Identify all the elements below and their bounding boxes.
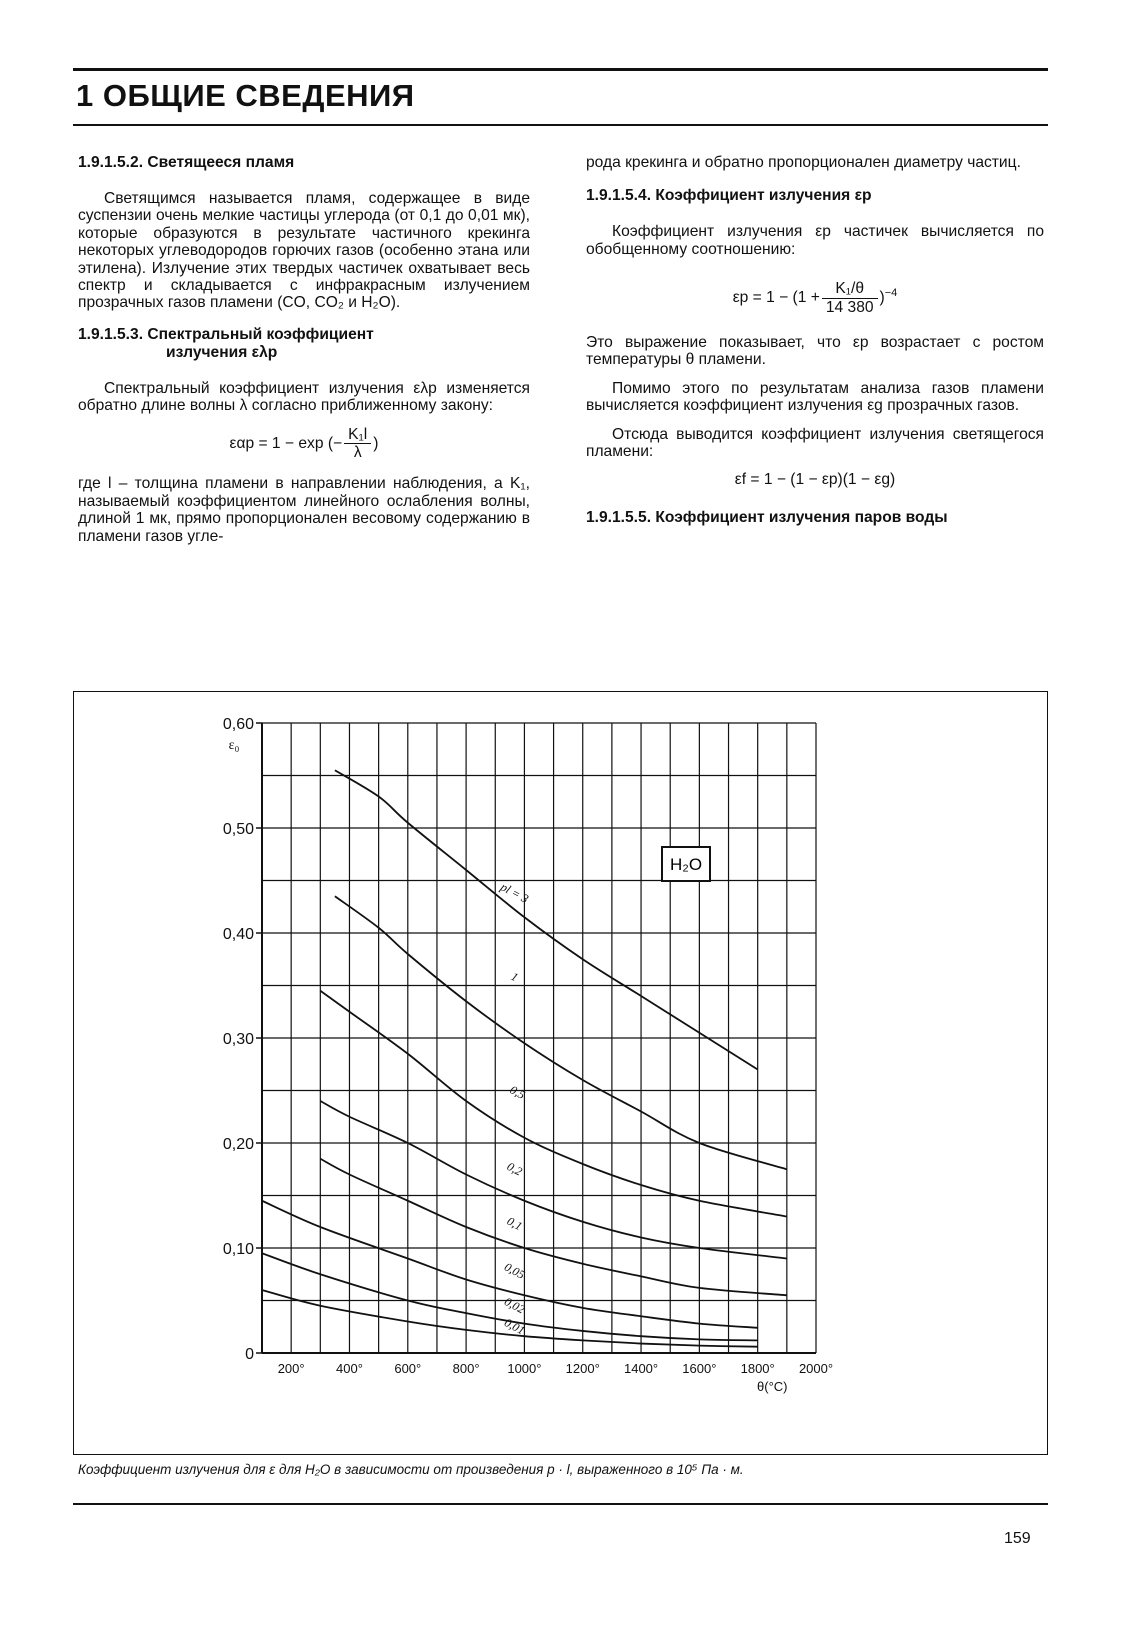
series-curve — [335, 770, 758, 1069]
y-tick-label: 0,20 — [222, 1136, 254, 1153]
series-curve — [335, 896, 787, 1169]
x-axis-label: θ(°C) — [757, 1379, 788, 1394]
x-tick-label: 400° — [336, 1361, 363, 1376]
x-tick-label: 1200° — [565, 1361, 600, 1376]
x-tick-label: 1000° — [507, 1361, 542, 1376]
chapter-title: 1 ОБЩИЕ СВЕДЕНИЯ — [76, 78, 415, 113]
section-heading-spectral-line2: излучения ελp — [166, 343, 278, 361]
section-heading-water-vapor: 1.9.1.5.5. Коэффициент излучения паров воды — [586, 508, 948, 526]
h2o-label: H₂O — [669, 855, 703, 874]
curve-label: 0,01 — [502, 1315, 528, 1338]
x-tick-label: 1600° — [682, 1361, 717, 1376]
formula-particles-exponent: −4 — [884, 287, 898, 300]
formula-spectral-lhs: εαp = 1 − exp (− — [229, 434, 343, 452]
formula-particles-numerator: K₁/θ — [822, 280, 878, 298]
curve-label: 0,02 — [502, 1294, 528, 1317]
paragraph-transparent-gases: Помимо этого по результатам анализа газов пламени вычисляется коэффициент излучения εg прозрачных газов. — [586, 379, 1044, 415]
x-tick-label: 1800° — [740, 1361, 775, 1376]
formula-spectral-denominator: λ — [353, 444, 362, 462]
formula-spectral-numerator: K₁l — [344, 426, 371, 444]
y-tick-label: 0,50 — [222, 821, 254, 838]
x-tick-label: 1400° — [623, 1361, 659, 1376]
chart-labels — [497, 879, 530, 1337]
paragraph-luminous-flame: Светящимся называется пламя, содержащее в виде суспензии очень мелкие частицы углерода (от 0,1 до 0,01 мк), которые образуются в результате частичного крекинга некоторых углеводородов горючих газов (особенно этана или этилена). Излучение этих твердых частичек охватывает весь спектр и складывается с инфракрасным излучением прозрачных газов пламени (CO, CO₂ и H₂O). — [78, 190, 530, 312]
paragraph-luminous-derivation: Отсюда выводится коэффициент излучения светящегося пламени: — [586, 425, 1044, 461]
curve-label: 1 — [508, 969, 521, 985]
h2o-label-box — [662, 847, 710, 881]
y-tick-label: 0,40 — [222, 926, 254, 943]
curve-label: 0,5 — [507, 1082, 528, 1102]
x-tick-label: 800° — [452, 1361, 480, 1376]
y-axis-label: ε₀ — [228, 738, 240, 753]
section-heading-spectral-line1: 1.9.1.5.3. Спектральный коэффициент — [78, 325, 374, 343]
paragraph-particles-temperature: Это выражение показывает, что εp возрастает с ростом температуры θ пламени. — [586, 334, 1044, 369]
y-tick-label: 0,10 — [222, 1241, 254, 1258]
footer-rule — [73, 1503, 1048, 1505]
formula-spectral-close: ) — [373, 434, 379, 452]
x-tick-label: 200° — [277, 1361, 305, 1376]
x-tick-label: 600° — [394, 1361, 422, 1376]
y-tick-label: 0 — [245, 1346, 254, 1363]
curve-label: pl = 3 — [498, 879, 531, 906]
formula-particles-lhs: εp = 1 − (1 + — [732, 289, 820, 307]
curve-label: 0,05 — [502, 1259, 528, 1282]
curve-label: 0,1 — [504, 1213, 525, 1234]
paragraph-spectral-where: где l – толщина пламени в направлении наблюдения, а K₁, называемый коэффициентом линейного ослабления волны, длиной 1 мк, прямо пропорционален весовому содержанию в пламени газов угле- — [78, 475, 530, 545]
paragraph-particles-intro: Коэффициент излучения εp частичек вычисляется по обобщенному соотношению: — [586, 223, 1044, 258]
page-number: 159 — [1004, 1530, 1031, 1547]
figure-caption: Коэффициент излучения для ε для H₂O в зависимости от произведения p · l, выраженного в 10⁵ Па · м. — [78, 1462, 744, 1477]
y-tick-label: 0,30 — [222, 1031, 254, 1048]
paragraph-continuation: рода крекинга и обратно пропорционален диаметру частиц. — [586, 154, 1021, 171]
formula-particles-denominator: 14 380 — [825, 298, 874, 316]
formula-particles-close: ) — [879, 289, 885, 307]
curve-label: 0,2 — [504, 1159, 525, 1179]
chart-grid — [262, 723, 816, 1353]
section-heading-particles: 1.9.1.5.4. Коэффициент излучения εp — [586, 187, 872, 205]
x-tick-label: 2000° — [798, 1361, 834, 1376]
y-tick-label: 0,60 — [222, 716, 254, 733]
section-heading-luminous-flame: 1.9.1.5.2. Светящееся пламя — [78, 154, 295, 171]
formula-luminous-flame: εf = 1 − (1 − εp)(1 − εg) — [734, 471, 896, 489]
paragraph-spectral-intro: Спектральный коэффициент излучения ελp изменяется обратно длине волны λ согласно приближенному закону: — [78, 379, 530, 415]
